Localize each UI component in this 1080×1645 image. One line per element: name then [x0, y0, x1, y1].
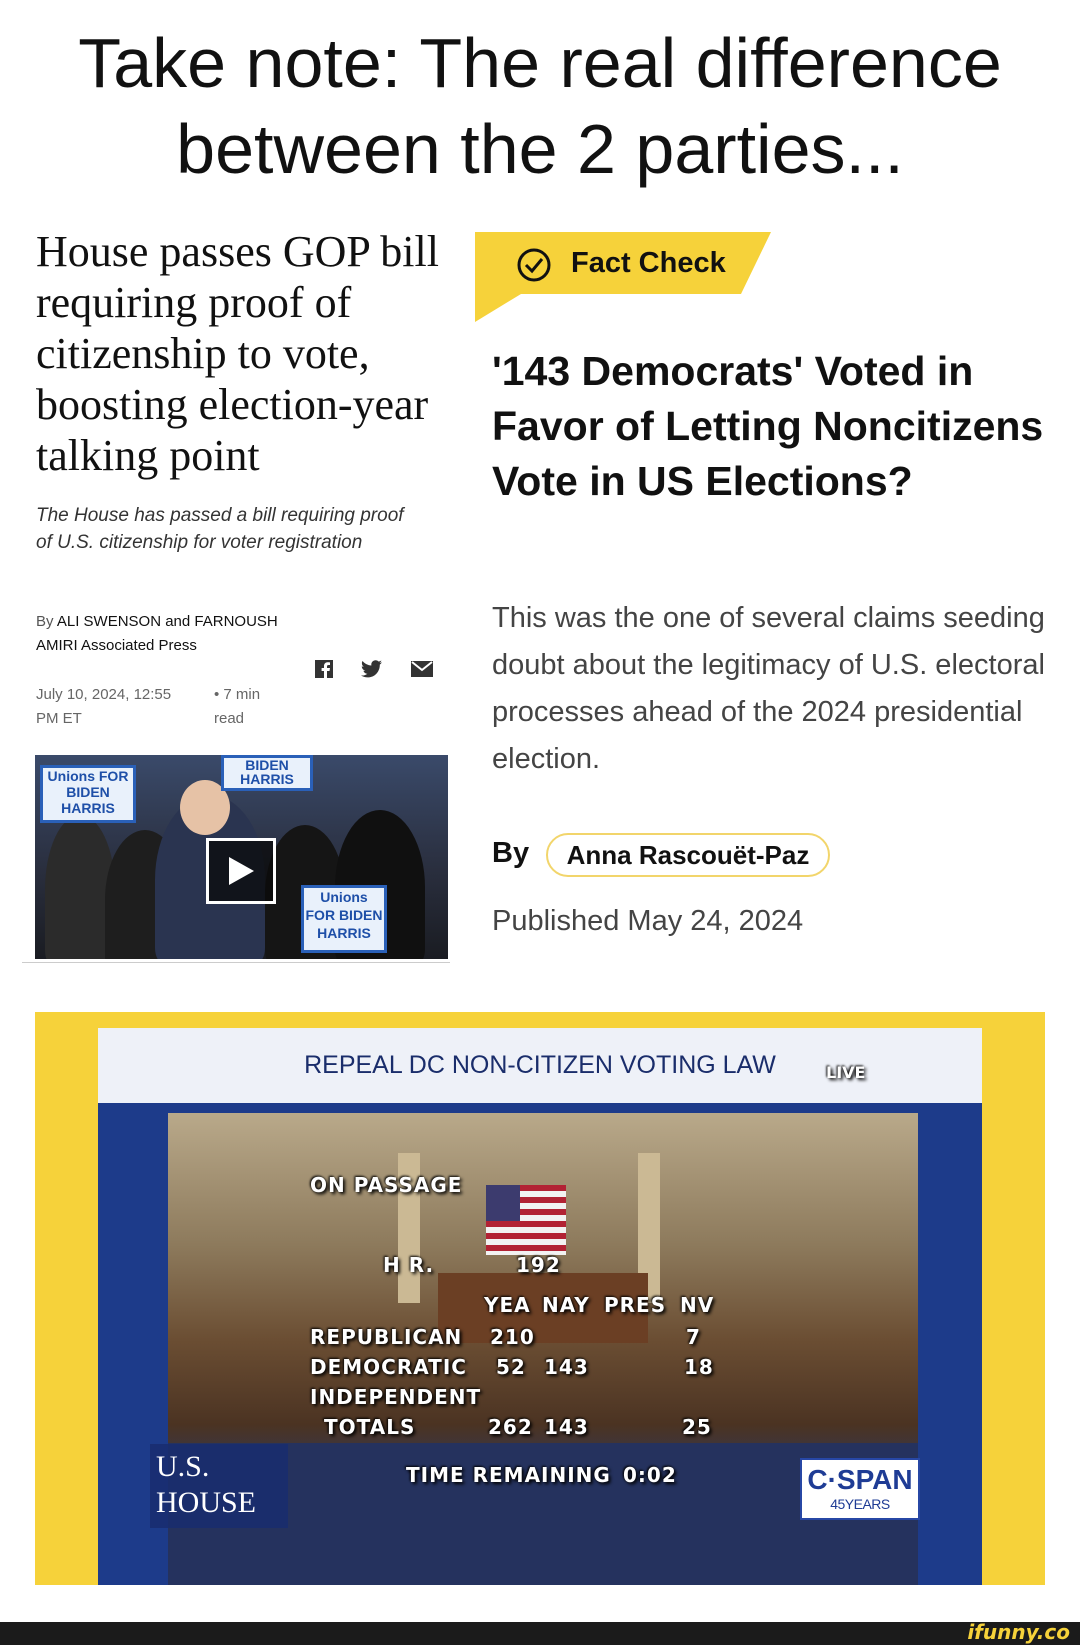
meme-title-line-2: between the 2 parties...	[176, 110, 904, 188]
flag-canton	[486, 1185, 520, 1221]
row-yea: 262	[488, 1415, 533, 1439]
cspan-banner-text: REPEAL DC NON-CITIZEN VOTING LAW	[304, 1051, 776, 1079]
fact-check-label[interactable]: Fact Check	[571, 247, 726, 279]
campaign-sign	[221, 755, 313, 791]
cspan-logo	[800, 1458, 920, 1520]
campaign-sign-text: BIDEN HARRIS	[240, 757, 294, 787]
ap-byline	[36, 610, 296, 658]
row-nay: 143	[544, 1355, 589, 1379]
time-remaining-label: TIME REMAINING	[406, 1463, 611, 1487]
snopes-by-label: By	[492, 837, 530, 869]
ap-read-time: • 7 min read	[214, 686, 261, 727]
campaign-sign-text: Unions FOR BIDEN HARRIS	[47, 768, 129, 816]
row-party: REPUBLICAN	[310, 1325, 463, 1349]
row-party: INDEPENDENT	[310, 1385, 482, 1409]
time-remaining-value: 0:02	[623, 1463, 677, 1487]
col-yea: YEA	[484, 1293, 531, 1317]
row-party: TOTALS	[324, 1415, 416, 1439]
byline-authors[interactable]: ALI SWENSON and FARNOUSH AMIRI Associated Press	[36, 613, 278, 654]
campaign-sign	[301, 885, 387, 953]
ifunny-watermark: ifunny.co	[967, 1620, 1070, 1644]
cspan-logo-years: 45YEARS	[830, 1496, 890, 1512]
us-house-line-1: U.S.	[156, 1450, 210, 1483]
facebook-icon[interactable]	[312, 658, 336, 680]
snopes-headline[interactable]: '143 Democrats' Voted in Favor of Letting Noncitizens Vote in US Elections?	[492, 348, 1044, 504]
play-button[interactable]	[206, 838, 276, 904]
row-nv: 7	[686, 1325, 701, 1349]
cspan-logo-name: C·SPAN	[807, 1464, 913, 1495]
meme-title	[0, 20, 1080, 192]
author-badge[interactable]: Anna Rascouët-Paz	[546, 833, 830, 877]
snopes-description: This was the one of several claims seeding doubt about the legitimacy of U.S. electoral processes ahead of the 2024 presidential election.	[492, 602, 1045, 775]
row-yea: 210	[490, 1325, 535, 1349]
mail-icon[interactable]	[410, 658, 434, 680]
divider	[22, 962, 450, 963]
ap-headline[interactable]: House passes GOP bill requiring proof of citizenship to vote, boosting election-year talking point	[36, 227, 439, 480]
row-party: DEMOCRATIC	[310, 1355, 467, 1379]
checkmark-circle-icon	[516, 247, 552, 283]
col-nv: NV	[680, 1293, 715, 1317]
col-pres: PRES	[604, 1293, 667, 1317]
published-date: Published May 24, 2024	[492, 905, 804, 937]
ap-subhead: The House has passed a bill requiring proof of U.S. citizenship for voter registration	[36, 505, 404, 553]
col-nay: NAY	[542, 1293, 590, 1317]
bottom-bar	[0, 1622, 1080, 1645]
row-nay: 143	[544, 1415, 589, 1439]
campaign-sign-text: Unions FOR BIDEN HARRIS	[305, 889, 383, 941]
meme-title-line-1: Take note: The real difference	[78, 24, 1002, 102]
row-nv: 18	[684, 1355, 714, 1379]
bill-number: 192	[516, 1253, 561, 1277]
bill-label: H R.	[383, 1253, 435, 1277]
twitter-icon[interactable]	[360, 658, 384, 680]
on-passage-label: ON PASSAGE	[310, 1173, 463, 1197]
row-yea: 52	[496, 1355, 526, 1379]
live-indicator: LIVE	[826, 1063, 866, 1082]
play-icon	[227, 856, 255, 886]
campaign-sign	[40, 765, 136, 823]
ap-date: July 10, 2024, 12:55 PM ET	[36, 686, 172, 727]
row-nv: 25	[682, 1415, 712, 1439]
us-house-logo	[150, 1444, 288, 1528]
us-house-line-2: HOUSE	[156, 1486, 257, 1519]
byline-prefix: By	[36, 613, 54, 630]
